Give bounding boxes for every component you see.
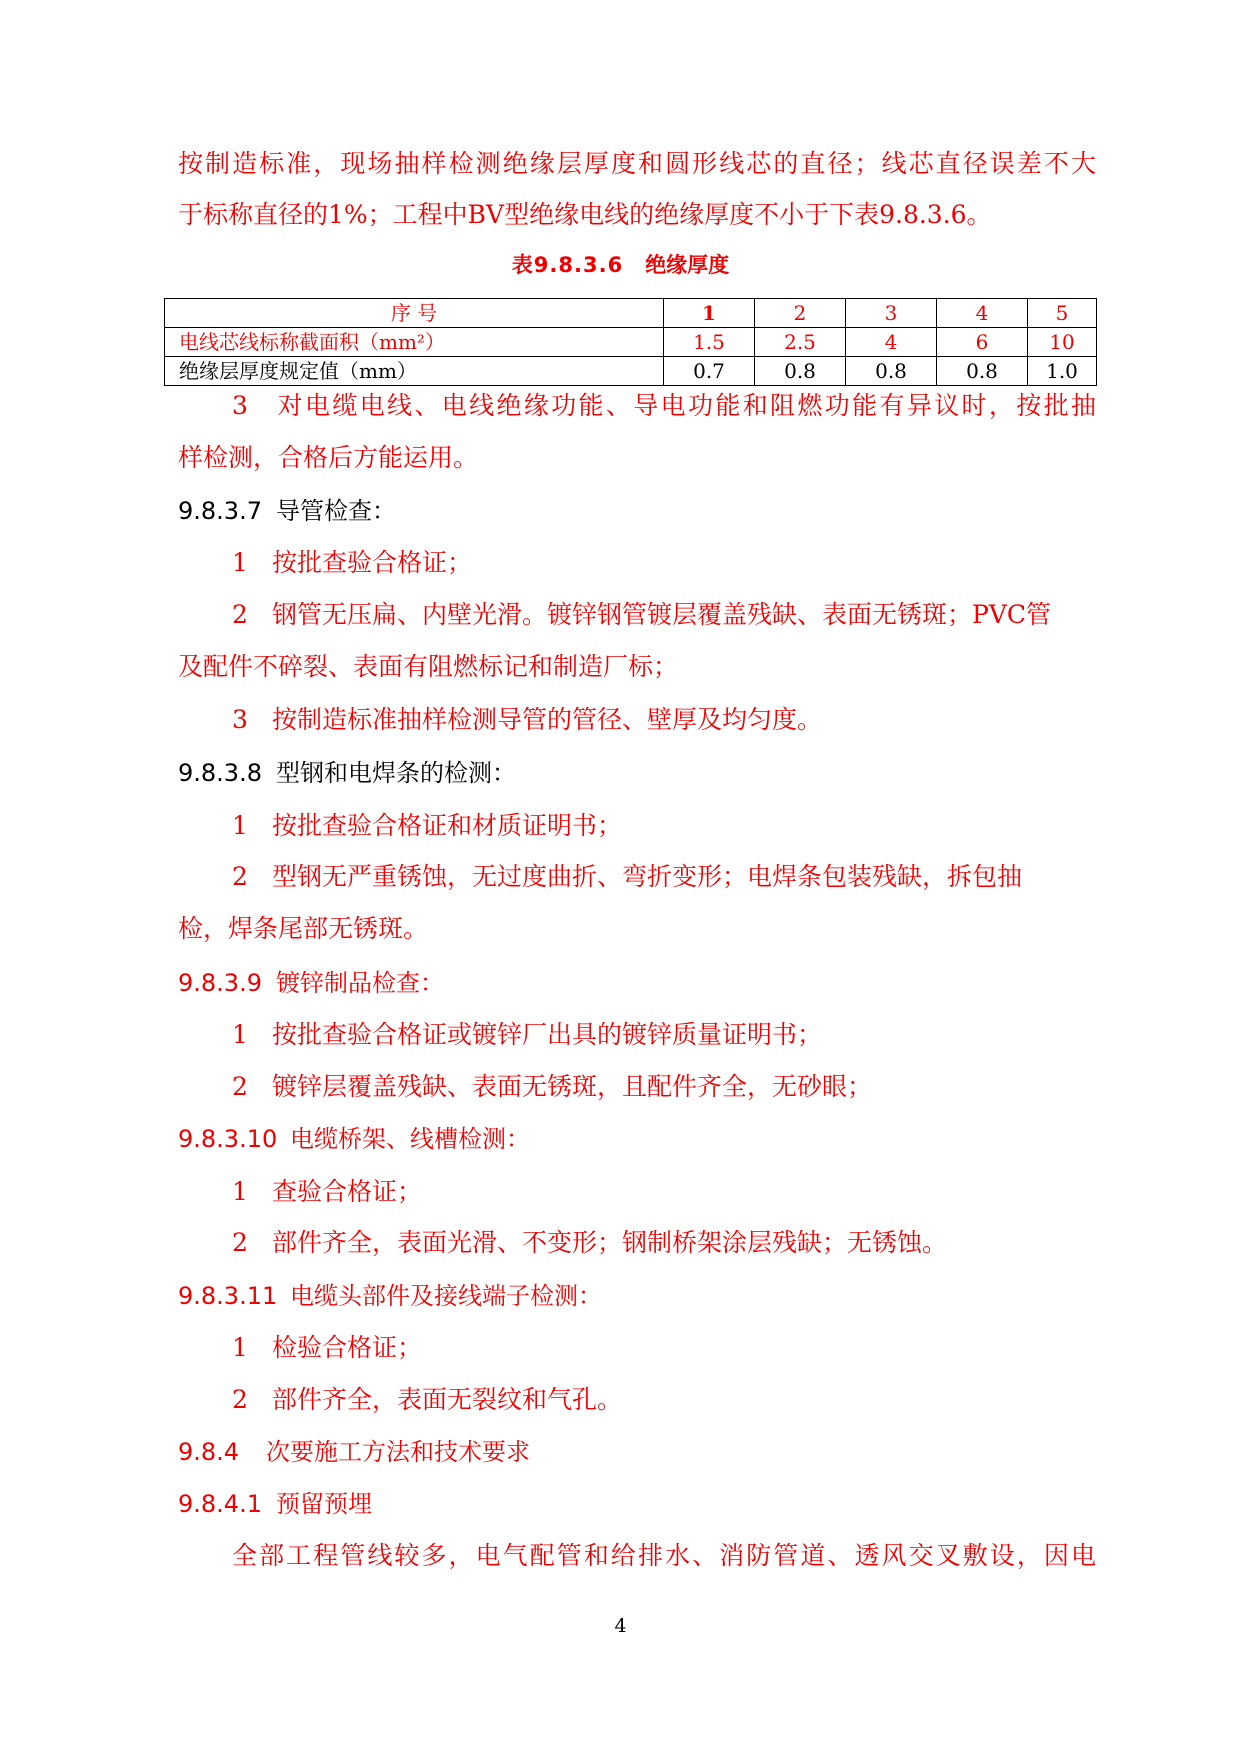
body-paragraph: 全部工程管线较多，电气配管和给排水、消防管道、透风交叉敷设，因电 xyxy=(232,1541,1096,1570)
table-cell-label: 电线芯线标称截面积（mm²） xyxy=(165,328,664,357)
list-item xyxy=(232,703,1096,737)
list-item-number: 1 xyxy=(232,1177,248,1206)
list-item-text: 按批查验合格证或镀锌厂出具的镀锌质量证明书； xyxy=(272,1020,823,1049)
table-row xyxy=(165,299,1097,328)
section-heading-984 xyxy=(178,1435,1096,1469)
list-item-number: 3 xyxy=(232,705,248,734)
section-heading-9838 xyxy=(178,756,1096,790)
table-cell: 1 xyxy=(664,299,755,328)
section-title: 镀锌制品检查： xyxy=(276,969,444,997)
section-heading-9837 xyxy=(178,494,1096,528)
table-cell: 5 xyxy=(1028,299,1097,328)
table-row xyxy=(165,357,1097,386)
page-number: 4 xyxy=(614,1615,627,1637)
table-cell: 4 xyxy=(846,328,937,357)
list-item-text: 检验合格证； xyxy=(272,1333,423,1362)
list-item-number: 2 xyxy=(232,1228,248,1257)
section-title: 电缆头部件及接线端子检测： xyxy=(290,1282,602,1310)
list-item-text: 查验合格证； xyxy=(272,1177,423,1206)
list-item-text: 部件齐全，表面无裂纹和气孔。 xyxy=(272,1385,623,1414)
section-title: 次要施工方法和技术要求 xyxy=(266,1438,530,1466)
list-item xyxy=(232,860,1096,894)
table-cell-label: 序 号 xyxy=(165,299,664,328)
item3-line-2: 样检测，合格后方能运用。 xyxy=(178,443,479,472)
section-title: 型钢和电焊条的检测： xyxy=(276,759,516,787)
section-number: 9.8.3.10 xyxy=(178,1125,278,1153)
list-item-text: 部件齐全，表面光滑、不变形；钢制桥架涂层残缺；无锈蚀。 xyxy=(272,1228,948,1257)
list-item xyxy=(232,1018,1096,1052)
list-item xyxy=(232,1175,1096,1209)
table-caption-number: 表9.8.3.6 xyxy=(511,253,624,277)
insulation-thickness-table xyxy=(164,298,1097,386)
list-item xyxy=(232,546,1096,580)
section-number: 9.8.3.9 xyxy=(178,969,262,997)
list-item-continuation: 检，焊条尾部无锈斑。 xyxy=(178,914,429,943)
section-number: 9.8.4.1 xyxy=(178,1490,262,1518)
intro-line-2: 于标称直径的1%；工程中BV型绝缘电线的绝缘厚度不小于下表9.8.3.6。 xyxy=(178,200,992,229)
section-number: 9.8.3.7 xyxy=(178,497,262,525)
table-cell-label: 绝缘层厚度规定值（mm） xyxy=(165,357,664,386)
list-item xyxy=(232,809,1096,843)
list-item-number: 1 xyxy=(232,811,248,840)
section-title: 电缆桥架、线槽检测： xyxy=(290,1125,530,1153)
list-item-continuation: 及配件不碎裂、表面有阻燃标记和制造厂标； xyxy=(178,652,679,681)
table-caption-title: 绝缘厚度 xyxy=(645,253,730,277)
table-cell: 0.8 xyxy=(846,357,937,386)
section-number: 9.8.4 xyxy=(178,1438,240,1466)
section-title: 预留预埋 xyxy=(276,1490,372,1518)
list-item-number: 2 xyxy=(232,1072,248,1101)
table-cell: 2.5 xyxy=(755,328,846,357)
list-item-number: 1 xyxy=(232,1020,248,1049)
table-cell: 0.8 xyxy=(755,357,846,386)
list-item-text: 按批查验合格证； xyxy=(272,548,473,577)
table-cell: 0.7 xyxy=(664,357,755,386)
list-item xyxy=(232,1331,1096,1365)
list-item-text: 镀锌层覆盖残缺、表面无锈斑，且配件齐全，无砂眼； xyxy=(272,1072,873,1101)
list-item-number: 2 xyxy=(232,1385,248,1414)
table-caption xyxy=(0,250,1241,280)
list-item-number: 1 xyxy=(232,548,248,577)
list-item-text: 按制造标准抽样检测导管的管径、壁厚及均匀度。 xyxy=(272,705,823,734)
list-item-text: 型钢无严重锈蚀，无过度曲折、弯折变形；电焊条包装残缺，拆包抽 xyxy=(272,862,1023,891)
list-item xyxy=(232,1226,1096,1260)
list-item-text: 按批查验合格证和材质证明书； xyxy=(272,811,623,840)
list-item xyxy=(232,598,1096,632)
table-cell: 6 xyxy=(937,328,1028,357)
list-item-text: 钢管无压扁、内壁光滑。镀锌钢管镀层覆盖残缺、表面无锈斑；PVC管 xyxy=(272,600,1052,629)
list-item-number: 1 xyxy=(232,1333,248,1362)
section-heading-98310 xyxy=(178,1122,1096,1156)
table-cell: 1.0 xyxy=(1028,357,1097,386)
table-row xyxy=(165,328,1097,357)
intro-line-1: 按制造标准，现场抽样检测绝缘层厚度和圆形线芯的直径；线芯直径误差不大 xyxy=(178,149,1096,178)
table-cell: 10 xyxy=(1028,328,1097,357)
list-item xyxy=(232,1070,1096,1104)
table-cell: 2 xyxy=(755,299,846,328)
section-heading-9839 xyxy=(178,966,1096,1000)
table-cell: 1.5 xyxy=(664,328,755,357)
table-cell: 0.8 xyxy=(937,357,1028,386)
table-cell: 3 xyxy=(846,299,937,328)
list-item-number: 2 xyxy=(232,600,248,629)
section-title: 导管检查： xyxy=(276,497,396,525)
table-cell: 4 xyxy=(937,299,1028,328)
list-item-number: 2 xyxy=(232,862,248,891)
section-heading-9841 xyxy=(178,1487,1096,1521)
section-number: 9.8.3.8 xyxy=(178,759,262,787)
list-item xyxy=(232,1383,1096,1417)
item3-line-1: 3 对电缆电线、电线绝缘功能、导电功能和阻燃功能有异议时，按批抽 xyxy=(232,391,1096,420)
section-number: 9.8.3.11 xyxy=(178,1282,278,1310)
section-heading-98311 xyxy=(178,1279,1096,1313)
